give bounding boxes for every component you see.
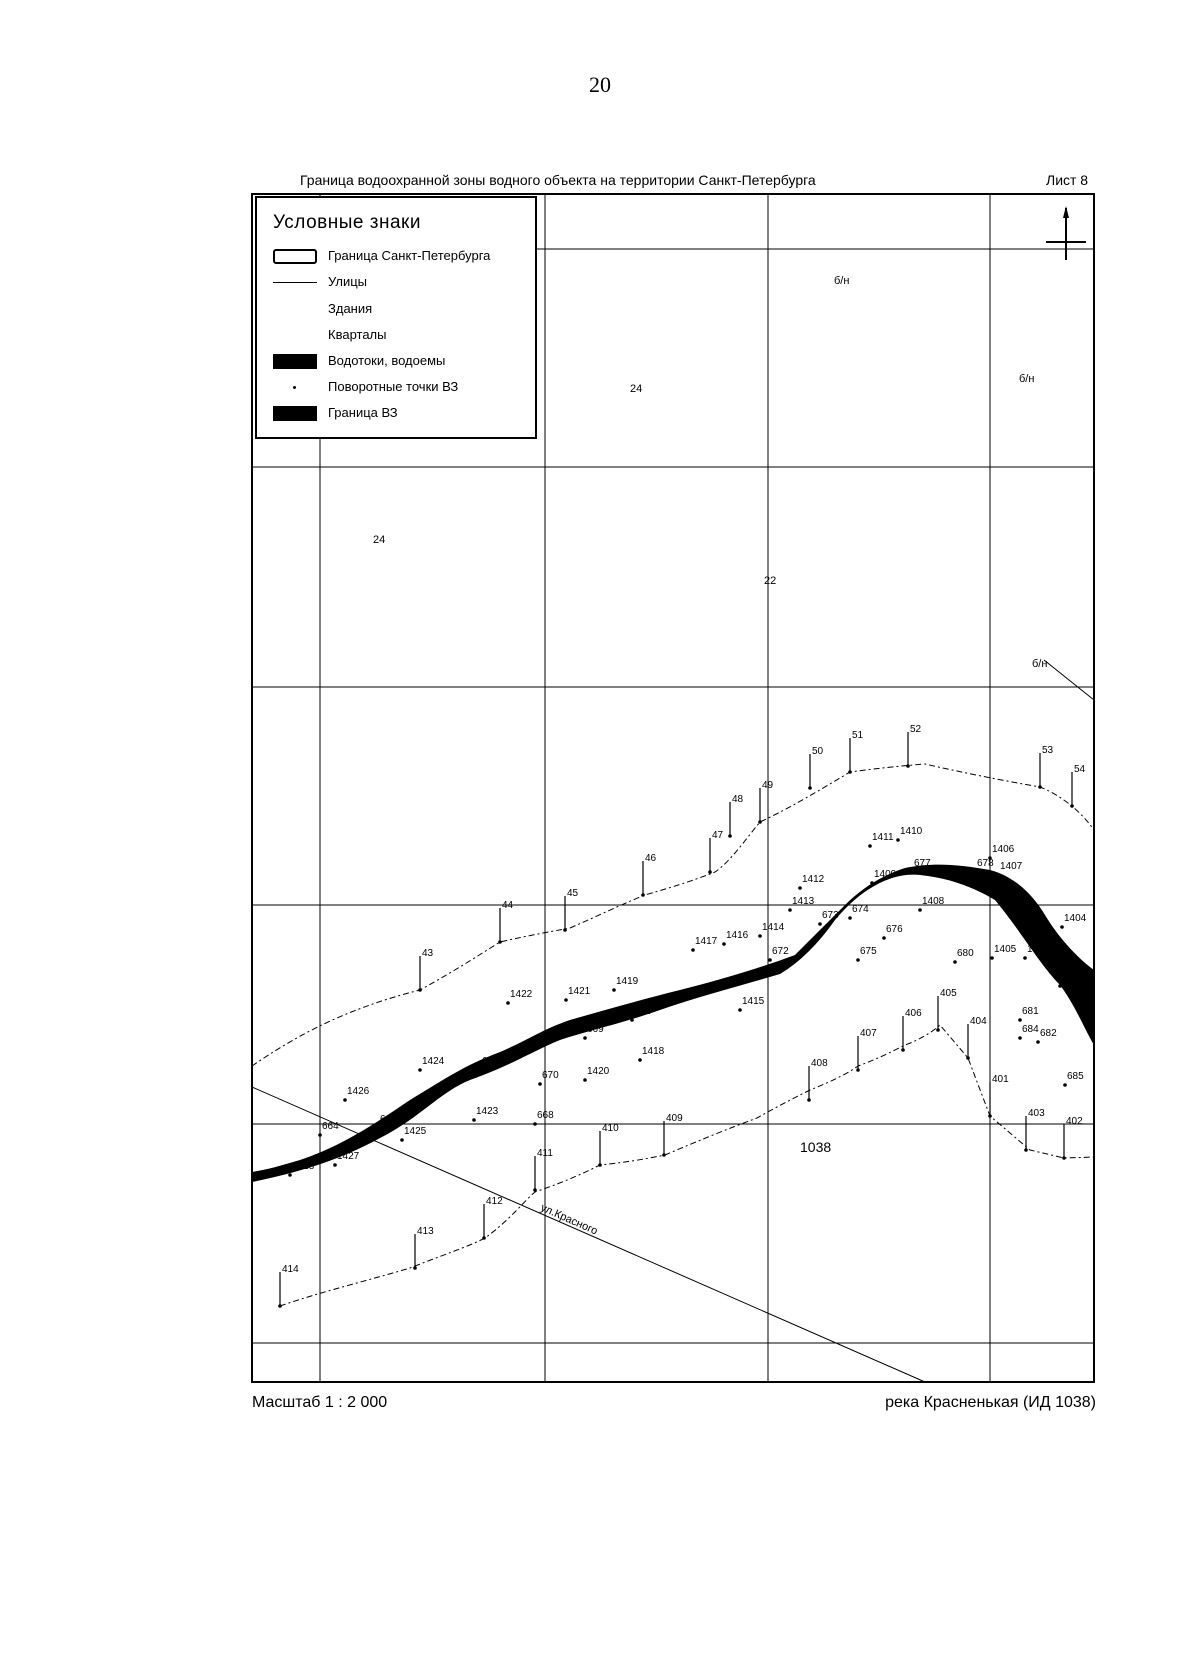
legend-panel [255,196,537,439]
turning-point-label: 685 [1067,1071,1084,1082]
turning-point-label: 1415 [742,996,765,1007]
turning-point [583,1066,609,1082]
turning-point-label: 665 [380,1114,397,1125]
turning-point-label: 674 [852,904,869,915]
turning-point [506,989,532,1005]
turning-point-label: 401 [992,1074,1009,1085]
turning-point [1062,1116,1083,1160]
turning-point [1038,745,1053,789]
turning-point-label: 43 [422,948,434,959]
turning-point [482,1196,503,1240]
turning-point [1063,1071,1084,1087]
turning-point-label: 46 [645,853,657,864]
turning-point [533,1148,553,1192]
turning-point [498,900,513,944]
block-label: 22 [764,575,777,587]
turning-point-label: 52 [910,724,922,735]
turning-point [1036,1028,1057,1044]
turning-point-label: 1419 [616,976,639,987]
turning-point [333,1151,359,1167]
turning-point [882,924,903,940]
turning-point [533,1110,554,1126]
object-id-label: 1038 [800,1139,832,1155]
turning-point [1024,1108,1045,1152]
turning-point-label: 409 [666,1113,683,1124]
turning-point-label: 678 [977,858,994,869]
legend-item-turning-points [273,377,535,399]
turning-point-label: 664 [322,1121,339,1132]
turning-point [868,832,894,848]
legend-item-label: Здания [328,301,373,316]
turning-point-label: 1427 [337,1151,360,1162]
building-label: б/н [1019,373,1035,385]
legend-item-streets [273,272,535,294]
turning-point [808,746,823,790]
turning-point-label: 1403 [1027,944,1050,955]
turning-point [856,946,877,962]
turning-point-label: 1422 [510,989,533,1000]
turning-point [288,1161,314,1177]
turning-point-label: 1407 [1000,861,1023,872]
turning-point [538,1070,559,1086]
river-band [252,865,1094,1182]
turning-point [901,1008,922,1052]
legend-item-label: Улицы [328,274,368,289]
turning-point-label: 44 [502,900,514,911]
turning-point-label: 1406 [992,844,1015,855]
turning-point-label: 1414 [762,922,785,933]
turning-point-label: 684 [1022,1024,1039,1035]
turning-point [413,1226,434,1270]
north-arrow-icon [1044,206,1088,262]
building-label: б/н [834,275,850,287]
water-zone-boundary-lower [280,1025,1094,1306]
turning-point-label: 49 [762,780,774,791]
turning-point [641,853,656,897]
turning-point-label: 1405 [994,944,1017,955]
turning-point-label: 1425 [404,1126,427,1137]
turning-point-label: 1424 [422,1056,445,1067]
turning-point-label: 1409 [874,869,897,880]
turning-point-label: 403 [1028,1108,1045,1119]
turning-point-label: 406 [905,1008,922,1019]
turning-point [1070,764,1085,808]
turning-point-label: 1426 [347,1086,370,1097]
fill-symbol-icon [273,406,317,421]
turning-point-label: 45 [567,888,579,899]
turning-point [1018,1006,1039,1022]
turning-point [318,1121,339,1137]
building-label: б/н [1032,658,1048,670]
turning-point [798,874,824,890]
turning-point [953,948,974,964]
turning-point-label: 680 [957,948,974,959]
line-symbol-icon [273,282,317,283]
turning-point-label: 1428 [292,1161,315,1172]
turning-point-label: 666 [432,1084,449,1095]
turning-point-label: 667 [482,1056,499,1067]
turning-point [848,904,869,920]
turning-point-label: 404 [970,1016,987,1027]
legend-item-water [273,351,535,373]
turning-point [630,1006,651,1022]
turning-point-label: 53 [1042,745,1054,756]
turning-point [758,922,784,938]
river-label: река Красненькая (ИД 1038) [885,1394,1096,1411]
turning-point [896,826,922,842]
turning-point-label: 1421 [568,986,591,997]
turning-point [343,1086,369,1102]
turning-point-label: 405 [940,988,957,999]
street-line [1044,660,1094,700]
turning-point-label: 679 [1007,886,1024,897]
scale-label: Масштаб 1 : 2 000 [252,1394,388,1411]
turning-point [563,888,578,932]
turning-point-label: 1411 [872,832,894,843]
outline-symbol-icon [273,249,317,264]
turning-point-label: 1412 [802,874,825,885]
turning-point-label: 1413 [792,896,815,907]
turning-point-label: 671 [634,1006,651,1017]
turning-point [472,1106,498,1122]
turning-point-label: 1423 [476,1106,499,1117]
turning-point-label: 670 [542,1070,559,1081]
turning-point-label: 669 [587,1024,604,1035]
turning-point-label: 413 [417,1226,434,1237]
turning-point-label: 675 [860,946,877,957]
turning-point-label: 673 [822,910,839,921]
turning-point-label: 51 [852,730,864,741]
turning-point [722,930,748,946]
legend-item-label: Кварталы [328,327,387,342]
turning-point [691,936,717,952]
turning-point-label: 1410 [900,826,923,837]
turning-point-label: 1417 [695,936,718,947]
turning-point [988,1074,1009,1118]
turning-point [564,986,590,1002]
turning-point-label: 676 [886,924,903,935]
turning-point [758,780,773,824]
turning-point-label: 54 [1074,764,1086,775]
turning-point [807,1058,828,1102]
turning-point [418,1056,444,1072]
turning-point-label: 668 [537,1110,554,1121]
turning-point [966,1016,987,1060]
turning-point [638,1046,664,1062]
legend-item-label: Граница Санкт-Петербурга [328,248,491,263]
dot-symbol-icon [273,380,317,395]
turning-point [918,896,944,912]
turning-point-label: 407 [860,1028,877,1039]
legend-title: Условные знаки [273,212,421,233]
turning-point-label: 411 [537,1148,553,1159]
turning-point-label: 672 [772,946,789,957]
legend-item-label: Поворотные точки ВЗ [328,379,459,394]
legend-item-buildings [273,299,535,321]
legend-item-blocks [273,325,535,347]
sheet-number: Лист 8 [1046,172,1089,188]
turning-point-label: 47 [712,830,724,841]
turning-point [612,976,638,992]
turning-point-label: 677 [914,858,931,869]
fill-symbol-icon [273,354,317,369]
legend-item-label: Граница ВЗ [328,405,398,420]
turning-point-label: 1420 [587,1066,610,1077]
turning-point-label: 408 [811,1058,828,1069]
turning-point-label: 410 [602,1123,619,1134]
turning-point-label: 414 [282,1264,299,1275]
legend-item-spb-boundary [273,246,535,268]
turning-point [1060,913,1086,929]
turning-point [738,996,764,1012]
turning-point [1018,1024,1039,1040]
legend-item-wz-boundary [273,403,535,425]
turning-point-label: 48 [732,794,744,805]
turning-point-label: 50 [812,746,824,757]
page-number: 20 [589,72,611,97]
turning-point [583,1024,604,1040]
turning-point [906,724,921,768]
turning-point-label: 412 [486,1196,503,1207]
legend-item-label: Водотоки, водоемы [328,353,446,368]
turning-point-label: 1416 [726,930,749,941]
block-label: 24 [373,534,386,546]
turning-point-label: 681 [1022,1006,1039,1017]
turning-point [662,1113,683,1157]
turning-point-label: 683 [1062,972,1079,983]
turning-point-label: 1404 [1064,913,1087,924]
turning-point [278,1264,299,1308]
turning-point-label: 1408 [922,896,945,907]
block-label: 24 [630,383,643,395]
turning-point [848,730,863,774]
sheet-title: Граница водоохранной зоны водного объекта на территории Санкт-Петербурга [300,172,816,188]
turning-point [990,944,1016,960]
turning-point-label: 682 [1040,1028,1057,1039]
turning-point [728,794,743,838]
turning-point [788,896,814,912]
turning-point [598,1123,619,1167]
turning-point [418,948,433,992]
water-zone-boundary-upper [252,764,1094,1066]
turning-point [400,1126,426,1142]
turning-point-label: 402 [1066,1116,1083,1127]
turning-point-label: 1418 [642,1046,665,1057]
street-label: ул.Красного [538,1201,600,1238]
